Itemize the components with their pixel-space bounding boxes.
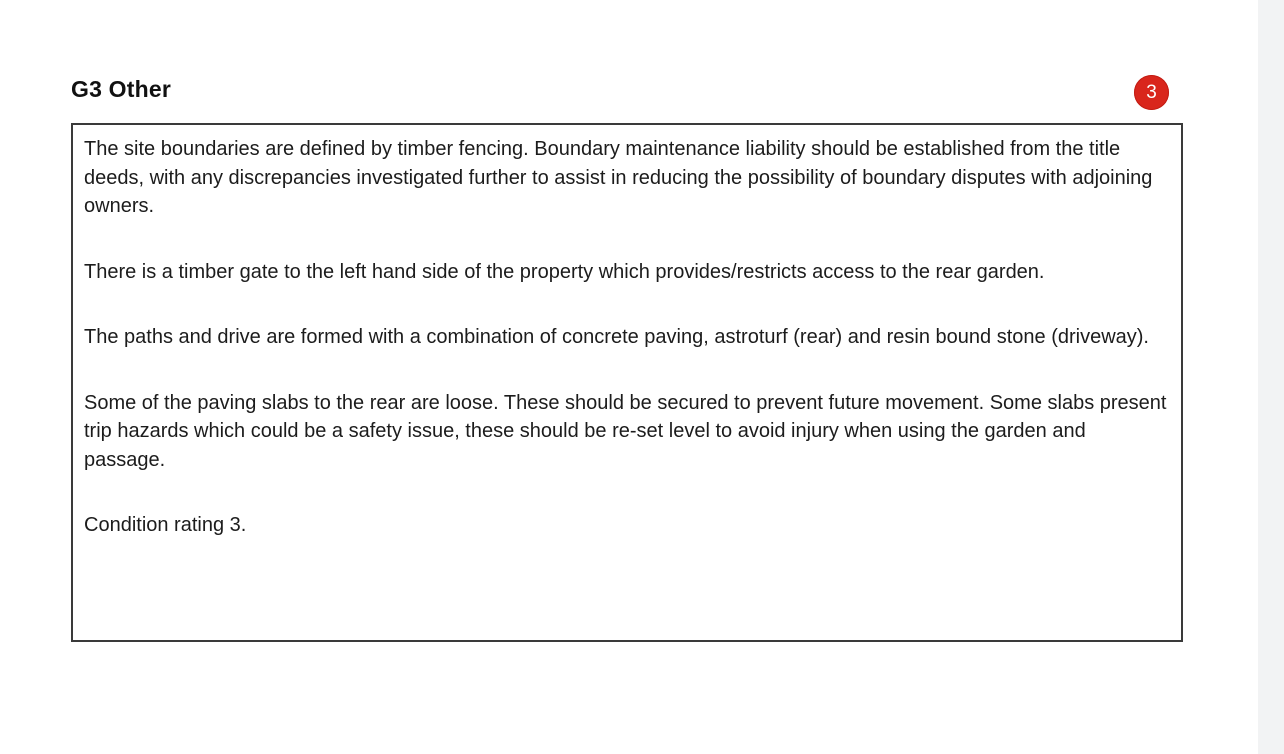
paragraph-paths-drive: The paths and drive are formed with a combination of concrete paving, astroturf (rear) and resin bound stone (driveway). bbox=[84, 326, 1149, 348]
section-text-box bbox=[71, 123, 1183, 642]
condition-rating-badge: 3 bbox=[1134, 75, 1169, 110]
paragraph-condition-rating: Condition rating 3. bbox=[84, 514, 247, 536]
paragraph-timber-gate: There is a timber gate to the left hand side of the property which provides/restricts access to the rear garden. bbox=[84, 260, 1045, 283]
paragraph-paving-slabs: Some of the paving slabs to the rear are loose. These should be secured to prevent future movement. Some slabs present trip hazards which could be a safety issue, these should be re-set level to avoid injury when using the garden and passage. bbox=[84, 391, 1167, 471]
section-heading: G3 Other bbox=[71, 76, 172, 102]
paragraph-boundaries: The site boundaries are defined by timber fencing. Boundary maintenance liability should be established from the title deeds, with any discrepancies investigated further to assist in reducing the possibility of boundary disputes with adjoining owners. bbox=[84, 138, 1153, 217]
viewer-scroll-gutter bbox=[1258, 0, 1284, 754]
